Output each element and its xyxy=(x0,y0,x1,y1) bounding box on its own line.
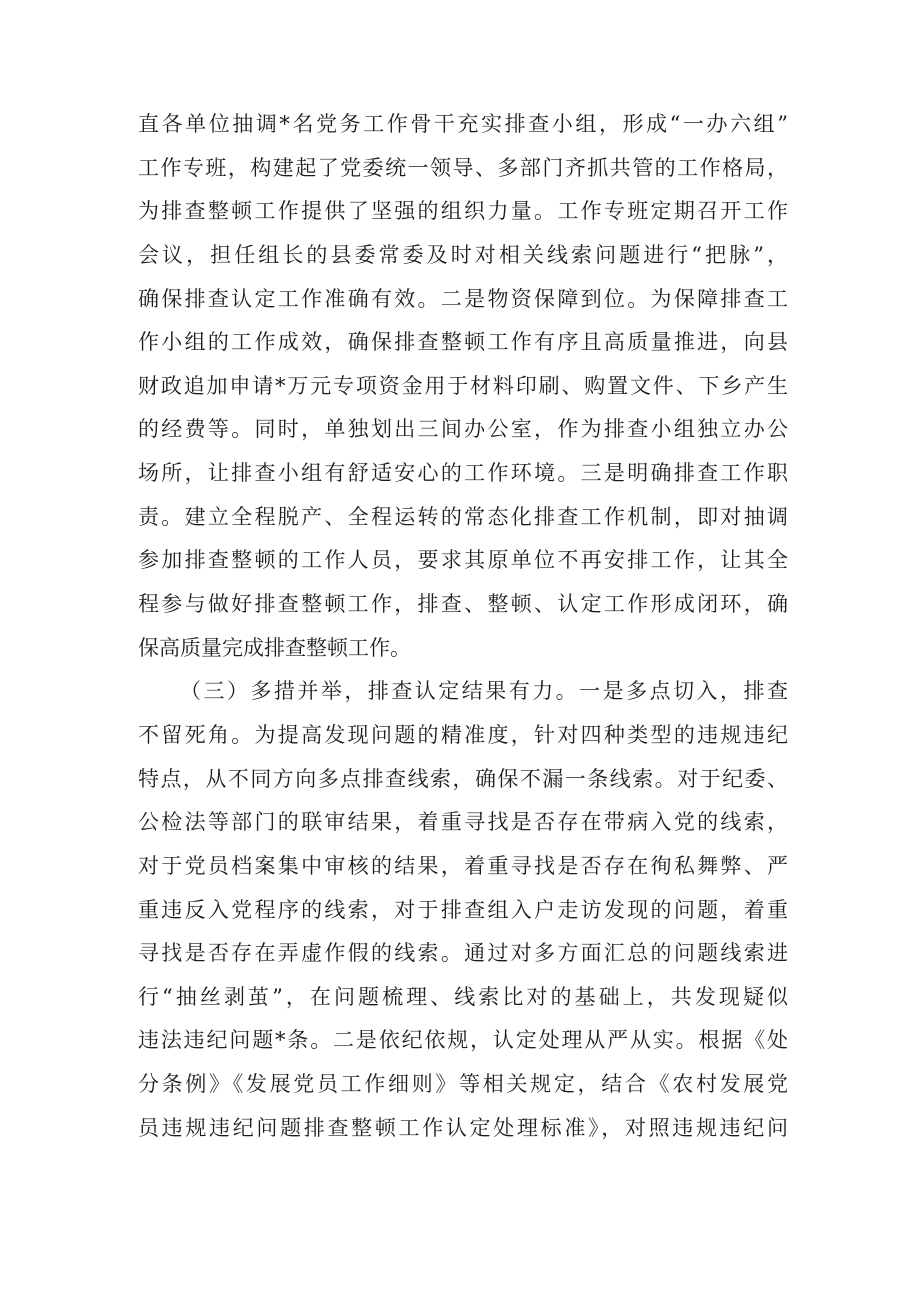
section-heading-line: （三）多措并举，排查认定结果有力。一是多点切入，排查 xyxy=(180,679,788,704)
text-line: 特点，从不同方向多点排查线索，确保不漏一条线索。对于纪委、 xyxy=(138,766,788,791)
text-line: 为排查整顿工作提供了坚强的组织力量。工作专班定期召开工作 xyxy=(138,199,788,224)
text-line: 财政追加申请*万元专项资金用于材料印刷、购置文件、下乡产生 xyxy=(138,373,788,398)
text-line: 责。建立全程脱产、全程运转的常态化排查工作机制，即对抽调 xyxy=(138,504,788,529)
text-line: 重违反入党程序的线索，对于排查组入户走访发现的问题，着重 xyxy=(138,897,788,922)
text-line: 对于党员档案集中审核的结果，着重寻找是否存在徇私舞弊、严 xyxy=(138,853,788,878)
text-line: 程参与做好排查整顿工作，排查、整顿、认定工作形成闭环，确 xyxy=(138,592,788,617)
document-body xyxy=(138,103,788,1150)
text-line: 参加排查整顿的工作人员，要求其原单位不再安排工作，让其全 xyxy=(138,548,788,573)
text-line: 寻找是否存在弄虚作假的线索。通过对多方面汇总的问题线索进 xyxy=(138,941,788,966)
text-line: 分条例》《发展党员工作细则》等相关规定，结合《农村发展党 xyxy=(138,1072,788,1097)
text-line: 场所，让排查小组有舒适安心的工作环境。三是明确排查工作职 xyxy=(138,461,788,486)
text-line: 违法违纪问题*条。二是依纪依规，认定处理从严从实。根据《处 xyxy=(138,1028,788,1053)
text-line: 员违规违纪问题排查整顿工作认定处理标准》，对照违规违纪问 xyxy=(138,1115,788,1140)
text-line: 确保排查认定工作准确有效。二是物资保障到位。为保障排查工 xyxy=(138,286,788,311)
text-line: 作小组的工作成效，确保排查整顿工作有序且高质量推进，向县 xyxy=(138,330,788,355)
text-line: 保高质量完成排查整顿工作。 xyxy=(138,635,411,660)
text-line: 不留死角。为提高发现问题的精准度，针对四种类型的违规违纪 xyxy=(138,722,788,747)
text-line: 公检法等部门的联审结果，着重寻找是否存在带病入党的线索， xyxy=(138,810,788,835)
text-line: 会议，担任组长的县委常委及时对相关线索问题进行“把脉”， xyxy=(138,242,788,267)
text-line: 的经费等。同时，单独划出三间办公室，作为排查小组独立办公 xyxy=(138,417,788,442)
text-line: 工作专班，构建起了党委统一领导、多部门齐抓共管的工作格局， xyxy=(138,155,788,180)
text-line: 行“抽丝剥茧”，在问题梳理、线索比对的基础上，共发现疑似 xyxy=(138,984,788,1009)
text-line: 直各单位抽调*名党务工作骨干充实排查小组，形成“一办六组” xyxy=(138,112,788,136)
